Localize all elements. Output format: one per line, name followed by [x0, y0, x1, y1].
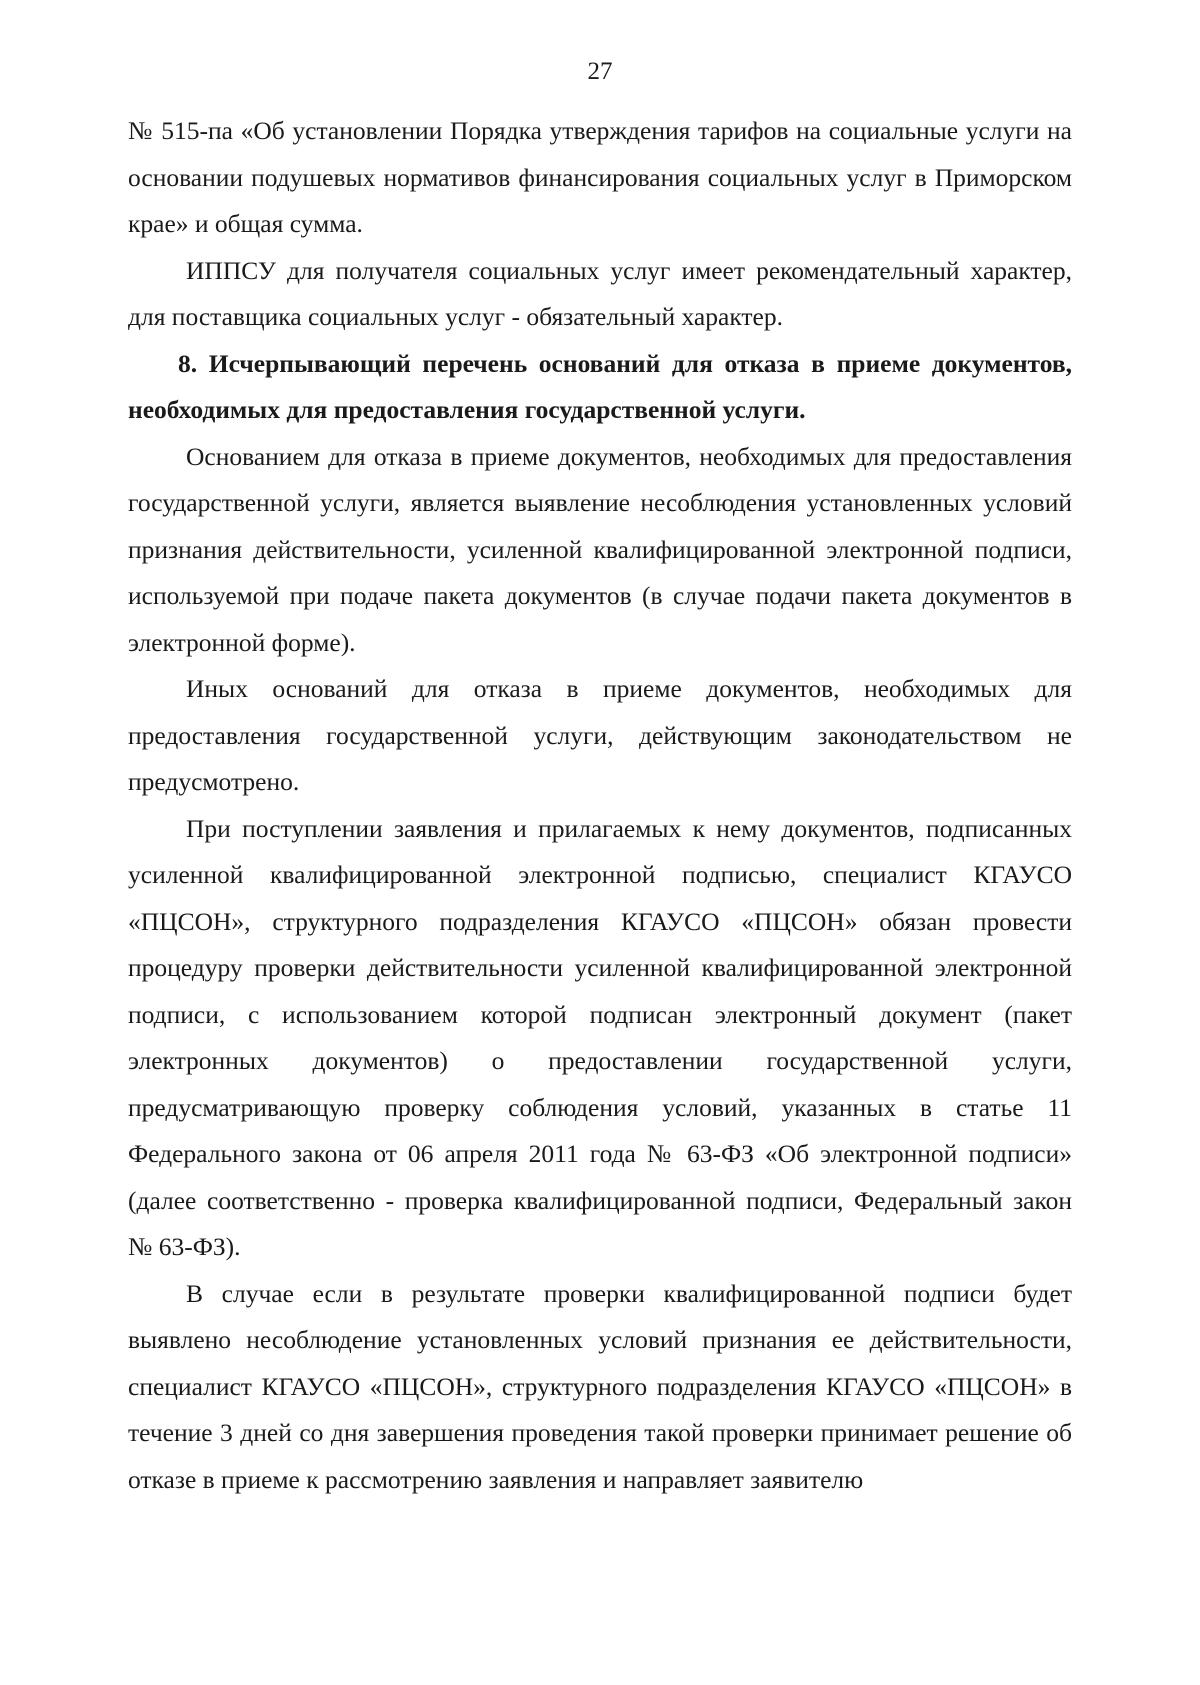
paragraph-refusal-basis: Основанием для отказа в приеме документов, необходимых для предоставления государственной услуги, является выявление несоблюдения установленных условий признания действительности, усиленной квалифицированной электронной подписи, используемой при подаче пакета документов (в случае подачи пакета документов в электронной форме). [128, 441, 1072, 657]
document-body [128, 108, 1072, 1503]
paragraph-tariff-order-continuation: № 515-па «Об установлении Порядка утверждения тарифов на социальные услуги на основании подушевых нормативов финансирования социальных услуг в Приморском крае» и общая сумма. [128, 116, 1072, 238]
paragraph-ippsu-character: ИППСУ для получателя социальных услуг имеет рекомендательный характер, для поставщика социальных услуг - обязательный характер. [128, 255, 1072, 331]
paragraph-signature-verification: При поступлении заявления и прилагаемых к нему документов, подписанных усиленной квалифицированной электронной подписью, специалист КГАУСО «ПЦСОН», структурного подразделения КГАУСО «ПЦСОН» обязан провести процедуру проверки действительности усиленной квалифицированной электронной подписи, с использованием которой подписан электронный документ (пакет электронных документов) о предоставлении государственной услуги, предусматривающую проверку соблюдения условий, указанных в статье 11 Федерального закона от 06 апреля 2011 года № 63-ФЗ «Об электронной подписи» (далее соответственно - проверка квалифицированной подписи, Федеральный закон № 63-ФЗ). [128, 813, 1072, 1261]
section-heading-refusal-grounds: 8. Исчерпывающий перечень оснований для отказа в приеме документов, необходимых для предоставления государственной услуги. [128, 348, 1072, 424]
paragraph-verification-failure: В случае если в результате проверки квалифицированной подписи будет выявлено несоблюдение установленных условий признания ее действительности, специалист КГАУСО «ПЦСОН», структурного подразделения КГАУСО «ПЦСОН» в течение 3 дней со дня завершения проведения такой проверки принимает решение об отказе в приеме к рассмотрению заявления и направляет заявителю [128, 1278, 1072, 1494]
paragraph-no-other-grounds: Иных оснований для отказа в приеме документов, необходимых для предоставления государственной услуги, действующим законодательством не предусмотрено. [128, 674, 1072, 796]
page-number: 27 [587, 58, 613, 85]
